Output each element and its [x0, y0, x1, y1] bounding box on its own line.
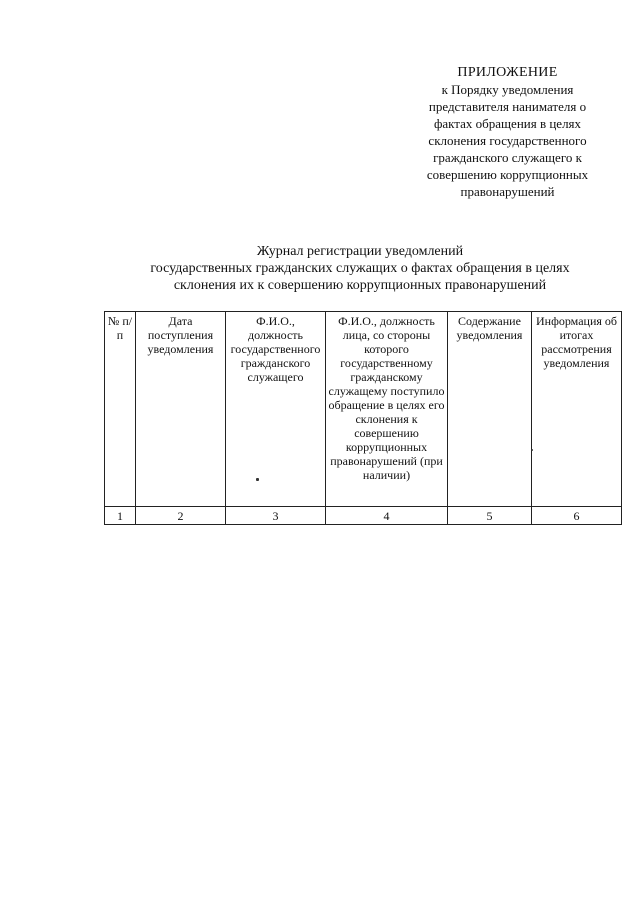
journal-table [104, 311, 622, 525]
column-header-content: Содержание уведомления [448, 312, 532, 507]
column-header-date: Дата поступления уведомления [136, 312, 226, 507]
table-header-row [105, 312, 622, 507]
appendix-line: к Порядку уведомления [441, 82, 574, 97]
appendix-title: ПРИЛОЖЕНИЕ [457, 65, 558, 80]
column-number-cell: 5 [448, 507, 532, 525]
journal-title-line: склонения их к совершению коррупционных правонарушений [173, 278, 547, 293]
journal-title [100, 243, 620, 294]
column-header-employee: Ф.И.О., должность государственного гражданского служащего [226, 312, 326, 507]
appendix-line: гражданского служащего к [433, 150, 582, 165]
column-header-person: Ф.И.О., должность лица, со стороны которого государственному гражданскому служащему поступило обращение в целях его склонения к совершению коррупционных правонарушений (при наличии) [326, 312, 448, 507]
appendix-line: фактах обращения в целях [433, 116, 582, 131]
scan-artifact [256, 478, 259, 481]
column-number-cell: 6 [532, 507, 622, 525]
appendix-header [405, 64, 610, 200]
appendix-line: представителя нанимателя о [428, 99, 587, 114]
journal-title-line: государственных гражданских служащих о фактах обращения в целях [150, 261, 570, 276]
appendix-line: совершению коррупционных [426, 167, 589, 182]
column-header-result: Информация об итогах рассмотрения уведомления [532, 312, 622, 507]
column-number-row [105, 507, 622, 525]
column-number-cell: 3 [226, 507, 326, 525]
column-number-cell: 2 [136, 507, 226, 525]
column-number-cell: 1 [105, 507, 136, 525]
column-header-number: № п/п [105, 312, 136, 507]
appendix-line: правонарушений [460, 184, 555, 199]
appendix-line: склонения государственного [428, 133, 587, 148]
scan-artifact [531, 449, 533, 451]
column-number-cell: 4 [326, 507, 448, 525]
journal-title-line: Журнал регистрации уведомлений [256, 244, 464, 259]
